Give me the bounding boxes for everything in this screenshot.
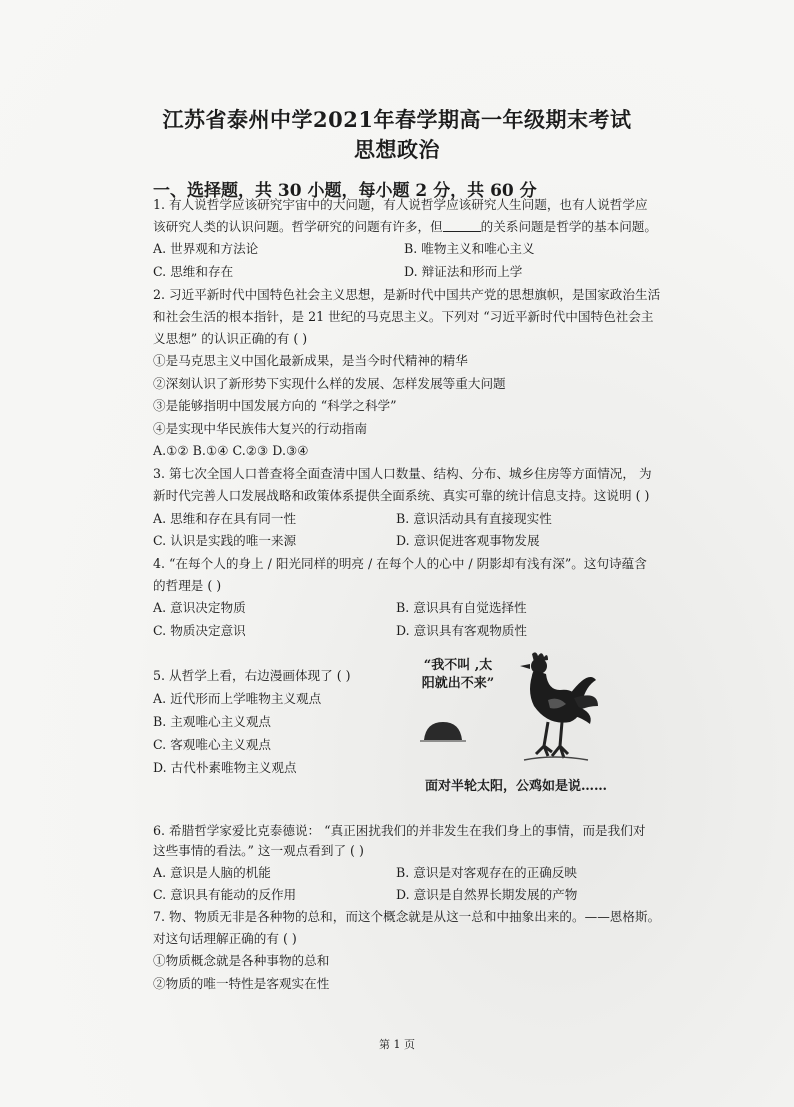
q1-option-c: C. 思维和存在 (153, 264, 234, 279)
q1-stem-line2 (153, 218, 657, 236)
q1-option-b: B. 唯物主义和唯心主义 (404, 241, 535, 256)
q7-stem-line2: 对这句话理解正确的有 ( ) (153, 931, 297, 946)
q2-options: A.①② B.①④ C.②③ D.③④ (153, 443, 309, 458)
q5-option-c: C. 客观唯心主义观点 (153, 737, 271, 752)
q4-stem-line2: 的哲理是 ( ) (153, 578, 222, 593)
q3-option-d: D. 意识促进客观事物发展 (396, 533, 540, 548)
q2-statement-4: ④是实现中华民族伟大复兴的行动指南 (153, 421, 368, 436)
q6-option-c: C. 意识具有能动的反作用 (153, 887, 297, 902)
q5-option-b: B. 主观唯心主义观点 (153, 714, 272, 729)
q7-statement-2: ②物质的唯一特性是客观实在性 (153, 976, 330, 991)
cartoon-caption: 面对半轮太阳，公鸡如是说…… (424, 779, 607, 794)
q1-option-d: D. 辩证法和形而上学 (404, 264, 523, 279)
q3-option-a: A. 思维和存在具有同一性 (153, 511, 297, 526)
q6-stem-line1: 6. 希腊哲学家爱比克泰德说： “真正困扰我们的并非发生在我们身上的事情，而是我们对 (153, 823, 646, 838)
q2-statement-1: ①是马克思主义中国化最新成果，是当今时代精神的精华 (153, 353, 468, 368)
q1-stem-line1: 1. 有人说哲学应该研究宇宙中的大问题，有人说哲学应该研究人生问题，也有人说哲学应 (153, 197, 648, 212)
q6-stem-line2: 这些事情的看法。” 这一观点看到了 ( ) (153, 843, 364, 858)
q7-statement-1: ①物质概念就是各种事物的总和 (153, 953, 330, 968)
cartoon-speech-line2: 阳就出不来” (421, 676, 495, 691)
q4-option-b: B. 意识具有自觉选择性 (396, 600, 527, 615)
cartoon-speech-line1: “我不叫 ,太 (423, 658, 493, 673)
exam-title: 江苏省泰州中学2021年春学期高一年级期末考试 (162, 107, 632, 132)
q3-stem-line2: 新时代完善人口发展战略和政策体系提供全面系统、真实可靠的统计信息支持。这说明 ( ) (153, 488, 650, 503)
q6-option-a: A. 意识是人脑的机能 (153, 865, 271, 880)
q1-option-a: A. 世界观和方法论 (153, 241, 259, 256)
q6-option-d: D. 意识是自然界长期发展的产物 (396, 887, 578, 902)
q1-blank (443, 219, 481, 232)
q1-stem-line2-a: 该研究人类的认识问题。哲学研究的问题有许多，但 (153, 219, 443, 234)
q1-stem-line2-b: 的关系问题是哲学的基本问题。 (480, 219, 657, 234)
page-number: 第 1 页 (379, 1038, 415, 1051)
q6-option-b: B. 意识是对客观存在的正确反映 (396, 865, 577, 880)
q4-option-d: D. 意识具有客观物质性 (396, 623, 527, 638)
q5-option-a: A. 近代形而上学唯物主义观点 (153, 691, 322, 706)
q4-option-a: A. 意识决定物质 (153, 600, 246, 615)
half-sun-icon (420, 718, 466, 742)
q5-stem: 5. 从哲学上看，右边漫画体现了 ( ) (153, 668, 351, 683)
q4-option-c: C. 物质决定意识 (153, 623, 246, 638)
section-heading: 一、选择题，共 30 小题，每小题 2 分，共 60 分 (153, 181, 537, 201)
q2-stem-line3: 义思想” 的认识正确的有 ( ) (153, 331, 308, 346)
exam-subject: 思想政治 (354, 137, 440, 162)
q2-statement-2: ②深刻认识了新形势下实现什么样的发展、怎样发展等重大问题 (153, 376, 506, 391)
q4-stem-line1: 4. “在每个人的身上 / 阳光同样的明亮 / 在每个人的心中 / 阴影却有浅有深”。这句诗蕴含 (153, 556, 647, 571)
q3-stem-line1: 3. 第七次全国人口普查将全面查清中国人口数量、结构、分布、城乡住房等方面情况， 为 (153, 466, 652, 481)
q2-statement-3: ③是能够指明中国发展方向的 “科学之科学” (153, 398, 397, 413)
q2-stem-line1: 2. 习近平新时代中国特色社会主义思想，是新时代中国共产党的思想旗帜，是国家政治生活 (153, 287, 661, 302)
q3-option-b: B. 意识活动具有直接现实性 (396, 511, 552, 526)
q7-stem-line1: 7. 物、物质无非是各种物的总和，而这个概念就是从这一总和中抽象出来的。——恩格斯。 (153, 909, 661, 924)
q5-option-d: D. 古代朴素唯物主义观点 (153, 760, 297, 775)
q3-option-c: C. 认识是实践的唯一来源 (153, 533, 297, 548)
q2-stem-line2: 和社会生活的根本指针，是 21 世纪的马克思主义。下列对 “习近平新时代中国特色社会主 (153, 309, 654, 324)
rooster-illustration (508, 650, 600, 768)
